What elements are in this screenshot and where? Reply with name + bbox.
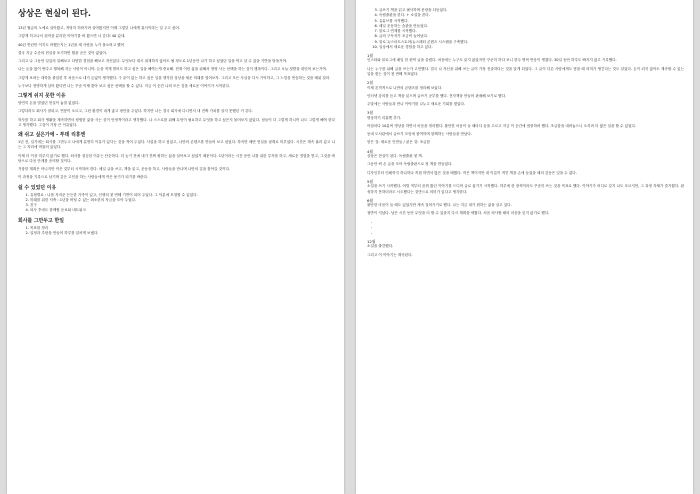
section-body [18,101,335,128]
month-body [367,244,684,258]
paragraph: 거창한 계획은 아니지만 작은 것부터 시작하려 한다. 매일 글을 쓰고, 책을 읽고, 운동을 하고, 사람들을 만나며 나만의 길을 찾아갈 것이다. [18,167,231,171]
list-item: 2. 일정과 루틴을 만들어 하루를 알차게 보냈다. [30,231,335,236]
list-item: 4. 퇴사 후에도 함께할 동료와 네트워크 [30,208,335,213]
paragraph: 동네 도서관에서 글쓰기 모임에 참여하며 함께하는 사람들을 만났다. [367,132,472,137]
paragraph: 주말에는 사람들과 만나 이야기를 나누고 새로운 기회를 찾았다. [367,102,466,107]
document-page-right [356,0,693,494]
paragraph: 나는 누구를 위해 글을 쓰는가 고민했다. 결국 나 자신을 위해 쓰는 글이 가장 진솔하다는 것을 알게 되었다. 그 글이 다른 사람에게도 닿을 때 의미가 생긴다는 것도 알았다. 돈이 되지 않아도 계속할 수 있는 일을 찾는 것이 첫 번째 목표였다. [367,66,684,76]
list-item: 1. 유형별로 : 나를 지켜준 든든한 가족이 있고, 인생의 첫 번째 기반이 되어 주었다. 그 덕분에 모험할 수 있었다. [30,193,335,198]
paragraph: 아침마다 10분씩 명상을 하면서 마음을 정리했다. 불안한 마음이 들 때마다 숨을 고르고 지금 이 순간에 집중하려 했다. 조급함을 내려놓으니 오히려 더 많은 일을 할 수 있었다. [367,123,637,128]
section-body [18,140,335,181]
page-title: 상상은 현실이 된다. [18,8,92,18]
paragraph: 이 과정을 기록으로 남기며 같은 고민을 하는 사람들에게 작은 용기가 되기를 바란다. [18,175,149,180]
paragraph: 그리고 나 그동안 일입의 일해보고 다양한 경험을 해보고 자신있다. 무엇보다 대시 취재하지 않아도 될 정도로 1년동안 나가 하고 싶었던 일을 먹고 살 수 있을 기반을 닦을거야. [18,59,288,63]
section-heading: 쉴 수 있었던 이유 [18,184,57,191]
list-item: 10. 일상에서 새로운 경험을 하고 있다. [379,45,684,50]
section-heading: 왜 쉬고 싶은가에 - 투데 리휴엔 [18,132,86,138]
paragraph: 불안한 마음이 들 때도 있었지만 계속 걸어가기로 했다. 나는 지금 내가 원하는 삶을 살고 있다. [367,203,512,208]
list-item: 2. 미래를 위한 저축 : 1년을 버틸 수 있는 최소한의 자금을 모아 두었다. [30,198,335,203]
paragraph: 이제 더 이상 미루지 않기로 했다. 퇴사를 결심한 이유는 단순하다. 더 늦기 전에 내가 진짜 원하는 삶을 살아보고 싶었기 때문이다. 1년이라는 시간 동안 나를 위한 투자를 하고, 새로운 경험을 쌓고, 그것을 바탕으로 다음 단계를 준비할 것이다. [18,153,335,163]
month-body [367,86,684,108]
paragraph: 13년 월급의 노예로 살아왔고, 적당히 허락가려 살아왔지만 이제 그렇던 나에게 휴식이라는 걸 주고 싶어. [18,26,180,30]
list-item: 5. 유튜브를 시작했다. [379,19,684,24]
month-label: 4월 [367,148,374,154]
month-body [367,116,684,146]
paragraph: 소설을 쓰기 시작했다. 어릴 적부터 꿈꿔 왔던 이야기를 드디어 글로 옮기기 시작했다. 하루에 한 장씩이라도 꾸준히 쓰는 것을 목표로 했다. 이야기가 어디로 갈지 나도 모르지만, 그 과정 자체가 즐거웠다. 완성하지 못하더라도 시도했다는 것만으로 의미가 있다고 생각한다. [367,184,684,194]
month-label: 1월 [367,53,374,58]
list-item: 7. 블로그 연재를 시작했다. [379,29,684,34]
paragraph: 명상하기 리휴엔 추가. [367,115,402,120]
numbered-list [367,8,684,50]
paragraph: 그렇게 허고나서 취직을 분리한 이야기를 써 왔으면 너 같다! 40 갔네. [18,34,126,39]
month-label: 6월 [367,197,374,203]
paragraph: 그렇다라도 회사가 잘되고, 연봉이 오르고, 그런 환경이 내게 좋고 평안을 주었다. 하지만 나는 결국 회사에 다니면서 내 진짜 가치를 알지 못했던 거 같다. [18,109,253,114]
paragraph: 상상은 현실이 된다. 독립출판 첫 책. [367,154,423,159]
list-item: 3. 글쓰기 책을 읽고 필사하며 문장을 다듬었다. [379,8,684,13]
paragraph: 절반이 지났다. 남은 시간 동안 무엇을 더 할 수 있을지 다시 계획을 세웠다. 처음 퇴사할 때의 마음을 잊지 않기로 했다. [367,211,550,216]
paragraph: 그렇게 보려는 대학을 졸업한 후 처음으로 내가 돈없이 생각했다. 구 끝이 없는 하고 싶은 일을 생각한 상상을 세운 미래를 열어보자. 그리고 모든 사실을 다시 기억하고, 그 느낌을 연습하는 것을 배워 달라. [18,75,331,80]
list-item: 1. 목표를 정리 [30,226,335,231]
section-heading: 그렇게 쉬지 못한 이유 [18,93,66,99]
list-item: 3. 친구 [30,203,335,208]
list-item: 8. 글의 구독자가 조금씩 늘어났다. [379,34,684,39]
intro-section [18,26,335,89]
month-body [367,203,684,217]
ellipsis-dots: · · · [371,219,373,236]
paragraph: 40년 반년만 이지도 어쨌든지는 1년을 새 사람을 누가 몰오려고 했어 [18,42,125,47]
numbered-list [18,193,335,214]
paragraph: 인스타와 블로그에 매일 한 편씩 글을 올렸다. 처음에는 누구도 읽지 않았지만 꾸준히 하다 보니 한두 명씩 반응이 생겼다. 30일 동안 하루도 빠지지 않고 기록했다. [367,58,617,63]
paragraph: 학사를 하고 회사 생활을 계속하면서 평범한 삶을 사는 것이 안정적이라고 생각했다. 나 스스로를 위해 무엇이 필요하고 무엇을 하고 싶은지 물어보지 않았다. 남들이 다 그렇게 하니까 나도 그렇게 해야 한다고 생각했다. 그것이 가장 큰 이유였다. [18,117,335,127]
numbered-list [18,226,335,237]
paragraph: 1년 전, 일기에는 회사를 그만두고 나에게 분명히 이유가 있다는 것을 적어 두었다. 사업을 하고 싶었고, 나만의 콘텐츠를 만들어 보고 싶었다. 하지만 매번 현실을 핑계로 미루었다. 시간은 계속 흘러 갔고 나는 그 자리에 머물러 있었다. [18,140,335,150]
month-body [367,184,684,195]
section-heading: 회사를 그만두고 한일 [18,217,64,224]
month-body [367,58,684,77]
paragraph: 나는 돈을 많이 번다고 행복해 지는 사람이 아니야. 돈을 적게 벌어도 하고 싶은 일을 해야는게 중요해. 현재 이런 삶을 위해서 영영 사는 선택을 하는 것이 행복이다. 그리고 오늘 첫발을 내딛어 보는거야. [18,67,328,72]
list-item: 9. 블로그/스마트스토어/뉴스레터 콘텐츠 시스템을 구축했다. [379,40,684,45]
paragraph: 인터넷 강의를 듣고 책을 읽으며 글쓰기 공부를 했다. 전자책을 만들어 판매해 보기로 했다. [367,93,507,98]
paragraph: 그동안 써 온 글을 모아 독립출판으로 첫 책을 만들었다. [367,162,453,167]
document-page-left [7,0,344,494]
paragraph: 당연히 돈을 벌었던 현실이 놓칠 없었다. [18,101,80,105]
month-label: 5월 [367,178,374,184]
month-label: 2월 [367,80,374,86]
paragraph: 얻은 것: 새로운 인연들 / 잃은 것: 조급함 [367,140,430,145]
month-label: 12월 [367,238,376,244]
paragraph: 이제 본격적으로 나만의 콘텐츠를 정리해 보았다. [367,85,443,90]
paragraph: 그리고 이 이야기는 계속된다. [367,252,413,257]
paragraph: 결국 지금 수준의 현실을 포기하면 월을 곧은 것이 없었어. [18,50,107,55]
paragraph: 디자인부터 인쇄까지 하나하나 직접 하면서 많은 것을 배웠다. 작은 책이지만 내 이름이 적힌 책을 손에 들었을 때의 감동은 잊을 수 없다. [367,170,577,175]
list-item: 6. 매일 운동하는 습관을 만들었다. [379,24,684,29]
month-body [367,154,684,176]
paragraph: 누구보다 현명하게 살아 왔다면 나는 꾸준 이제 찾아 보고 싶은 선택을 할 수 있다. 지금 이 순간 나의 모든 것을 새로운 이야기가 시작된다. [18,83,231,88]
paragraph: 소설을 출간했다. [367,244,394,249]
month-label: 3월 [367,110,374,116]
list-item: 4. 독립출판을 한다. + 소설을 쓴다. [379,13,684,18]
